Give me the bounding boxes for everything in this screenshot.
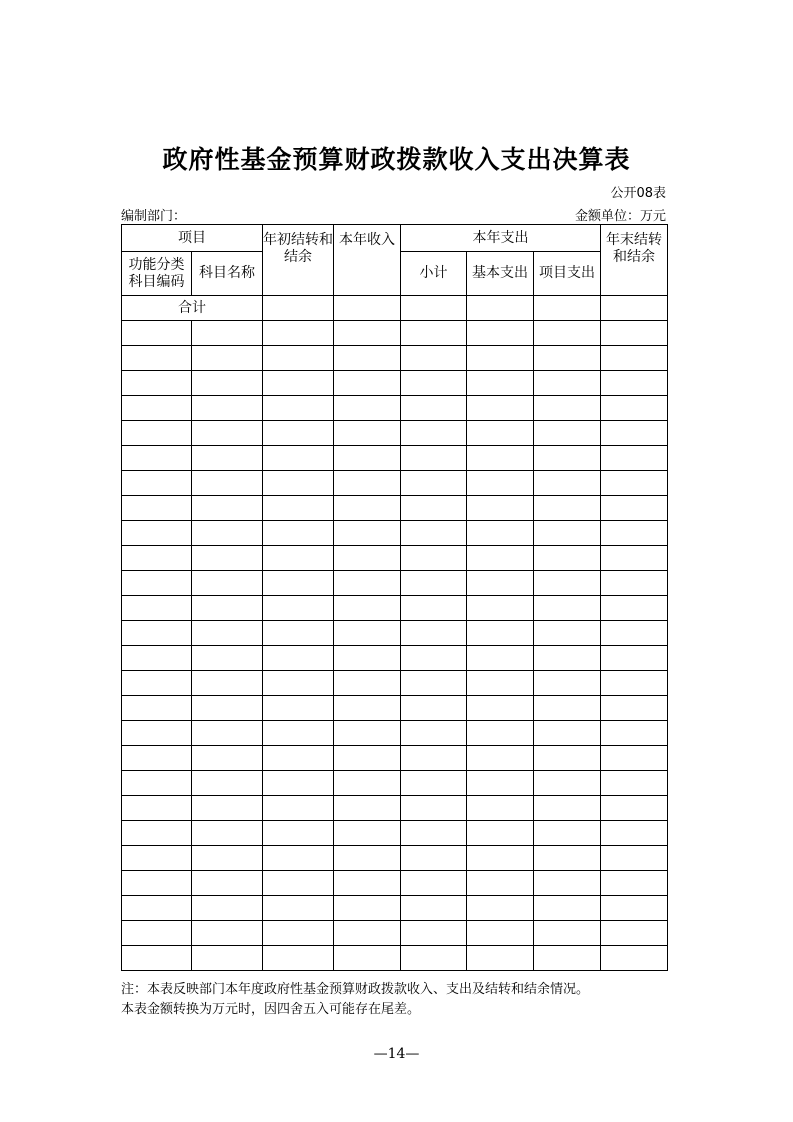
table-cell (122, 821, 192, 846)
table-cell (401, 796, 467, 821)
table-cell (467, 871, 534, 896)
table-cell (401, 721, 467, 746)
table-cell (122, 446, 192, 471)
table-cell (192, 646, 263, 671)
header-end-balance: 年末结转和结余 (601, 225, 668, 296)
table-cell (263, 846, 334, 871)
table-cell (467, 396, 534, 421)
table-row (122, 371, 668, 396)
header-basic-expense: 基本支出 (467, 252, 534, 296)
table-cell (122, 846, 192, 871)
table-cell (334, 771, 401, 796)
table-cell (601, 596, 668, 621)
table-cell (401, 846, 467, 871)
table-cell (467, 696, 534, 721)
table-cell (534, 621, 601, 646)
table-cell (467, 471, 534, 496)
table-cell (334, 471, 401, 496)
table-cell (122, 421, 192, 446)
table-cell (401, 496, 467, 521)
table-cell (334, 621, 401, 646)
table-row (122, 521, 668, 546)
table-cell (601, 646, 668, 671)
total-cell (334, 296, 401, 321)
table-cell (467, 671, 534, 696)
table-row (122, 846, 668, 871)
table-cell (334, 921, 401, 946)
table-cell (192, 796, 263, 821)
table-cell (192, 596, 263, 621)
table-cell (401, 696, 467, 721)
table-cell (601, 871, 668, 896)
table-cell (601, 546, 668, 571)
table-cell (334, 671, 401, 696)
table-cell (122, 621, 192, 646)
table-cell (467, 496, 534, 521)
table-cell (192, 896, 263, 921)
table-cell (534, 896, 601, 921)
table-row (122, 771, 668, 796)
table-cell (401, 896, 467, 921)
table-cell (601, 796, 668, 821)
table-cell (334, 946, 401, 971)
table-cell (467, 521, 534, 546)
header-year-expense: 本年支出 (401, 225, 601, 252)
table-cell (467, 721, 534, 746)
table-cell (467, 746, 534, 771)
table-cell (534, 471, 601, 496)
table-cell (122, 871, 192, 896)
table-row (122, 796, 668, 821)
table-cell (122, 496, 192, 521)
table-cell (601, 496, 668, 521)
table-cell (122, 896, 192, 921)
table-cell (534, 446, 601, 471)
table-cell (534, 821, 601, 846)
table-cell (467, 821, 534, 846)
table-cell (263, 671, 334, 696)
table-cell (263, 571, 334, 596)
table-cell (601, 571, 668, 596)
table-cell (192, 821, 263, 846)
table-cell (467, 846, 534, 871)
table-cell (192, 721, 263, 746)
table-cell (263, 921, 334, 946)
table-cell (263, 496, 334, 521)
table-cell (122, 796, 192, 821)
table-cell (263, 696, 334, 721)
table-cell (534, 871, 601, 896)
table-cell (334, 696, 401, 721)
table-cell (334, 571, 401, 596)
table-row (122, 871, 668, 896)
header-year-income: 本年收入 (334, 225, 401, 296)
table-cell (122, 546, 192, 571)
table-cell (401, 821, 467, 846)
table-cell (334, 546, 401, 571)
table-row (122, 321, 668, 346)
footnote-line: 注：本表反映部门本年度政府性基金预算财政拨款收入、支出及结转和结余情况。 (121, 982, 590, 997)
table-cell (467, 596, 534, 621)
table-cell (467, 346, 534, 371)
table-cell (263, 521, 334, 546)
table-cell (601, 621, 668, 646)
table-cell (122, 346, 192, 371)
table-cell (601, 346, 668, 371)
table-cell (192, 571, 263, 596)
table-cell (263, 796, 334, 821)
table-cell (192, 521, 263, 546)
header-begin-balance: 年初结转和结余 (263, 225, 334, 296)
table-cell (263, 771, 334, 796)
table-cell (122, 646, 192, 671)
table-cell (467, 896, 534, 921)
table-cell (334, 396, 401, 421)
table-cell (401, 621, 467, 646)
table-cell (534, 496, 601, 521)
table-cell (534, 946, 601, 971)
table-cell (122, 521, 192, 546)
table-cell (534, 846, 601, 871)
table-cell (467, 571, 534, 596)
table-row (122, 496, 668, 521)
table-row (122, 696, 668, 721)
table-cell (334, 596, 401, 621)
table-cell (467, 771, 534, 796)
table-cell (401, 371, 467, 396)
table-row (122, 921, 668, 946)
table-cell (401, 546, 467, 571)
table-cell (334, 496, 401, 521)
footnote (121, 980, 589, 1020)
header-subtotal: 小计 (401, 252, 467, 296)
table-cell (601, 896, 668, 921)
table-cell (601, 321, 668, 346)
table-cell (467, 446, 534, 471)
table-cell (122, 596, 192, 621)
table-row (122, 721, 668, 746)
header-item: 项目 (122, 225, 263, 252)
table-cell (601, 771, 668, 796)
total-cell (467, 296, 534, 321)
table-cell (401, 446, 467, 471)
table-row (122, 621, 668, 646)
total-cell (601, 296, 668, 321)
table-cell (122, 946, 192, 971)
table-cell (122, 321, 192, 346)
table-cell (334, 521, 401, 546)
table-cell (467, 796, 534, 821)
table-cell (467, 421, 534, 446)
table-cell (601, 921, 668, 946)
table-cell (263, 546, 334, 571)
table-cell (122, 471, 192, 496)
table-cell (192, 771, 263, 796)
table-cell (534, 696, 601, 721)
table-cell (601, 946, 668, 971)
table-cell (122, 721, 192, 746)
table-cell (263, 821, 334, 846)
table-row (122, 446, 668, 471)
table-row (122, 546, 668, 571)
table-cell (334, 746, 401, 771)
table-cell (334, 896, 401, 921)
header-project-expense: 项目支出 (534, 252, 601, 296)
total-cell (534, 296, 601, 321)
table-cell (192, 471, 263, 496)
table-cell (534, 771, 601, 796)
table-row (122, 746, 668, 771)
table-cell (601, 696, 668, 721)
table-cell (122, 921, 192, 946)
table-cell (401, 771, 467, 796)
total-cell (263, 296, 334, 321)
table-cell (401, 521, 467, 546)
table-cell (401, 396, 467, 421)
table-cell (192, 671, 263, 696)
table-cell (467, 371, 534, 396)
table-cell (534, 346, 601, 371)
table-row (122, 421, 668, 446)
table-row (122, 646, 668, 671)
table-cell (467, 621, 534, 646)
table-cell (401, 946, 467, 971)
table-cell (192, 846, 263, 871)
table-cell (334, 821, 401, 846)
table-row (122, 471, 668, 496)
budget-table (121, 224, 668, 971)
table-cell (467, 921, 534, 946)
table-cell (263, 621, 334, 646)
table-cell (467, 646, 534, 671)
page-number: —14— (373, 1046, 420, 1062)
table-cell (263, 721, 334, 746)
table-cell (401, 746, 467, 771)
table-cell (192, 871, 263, 896)
table-cell (192, 396, 263, 421)
table-cell (534, 671, 601, 696)
table-cell (534, 421, 601, 446)
table-cell (334, 446, 401, 471)
table-cell (534, 546, 601, 571)
table-cell (263, 596, 334, 621)
table-cell (401, 871, 467, 896)
table-cell (334, 421, 401, 446)
table-cell (534, 796, 601, 821)
table-cell (192, 421, 263, 446)
table-cell (122, 396, 192, 421)
table-cell (534, 921, 601, 946)
header-subject-name: 科目名称 (192, 252, 263, 296)
table-cell (467, 321, 534, 346)
table-cell (263, 471, 334, 496)
table-cell (534, 596, 601, 621)
table-row (122, 821, 668, 846)
table-cell (122, 671, 192, 696)
table-cell (467, 946, 534, 971)
table-row (122, 346, 668, 371)
table-cell (334, 646, 401, 671)
table-cell (192, 496, 263, 521)
table-cell (601, 421, 668, 446)
table-cell (534, 396, 601, 421)
table-cell (601, 446, 668, 471)
table-cell (601, 671, 668, 696)
table-cell (192, 746, 263, 771)
table-cell (534, 321, 601, 346)
table-cell (334, 346, 401, 371)
table-cell (122, 371, 192, 396)
table-cell (122, 746, 192, 771)
table-cell (601, 721, 668, 746)
table-cell (192, 621, 263, 646)
table-cell (601, 821, 668, 846)
table-cell (263, 746, 334, 771)
table-cell (601, 396, 668, 421)
table-cell (401, 471, 467, 496)
table-cell (122, 696, 192, 721)
table-cell (334, 721, 401, 746)
table-cell (192, 921, 263, 946)
table-cell (122, 771, 192, 796)
table-cell (401, 421, 467, 446)
table-cell (263, 446, 334, 471)
table-cell (192, 696, 263, 721)
table-cell (601, 846, 668, 871)
table-cell (192, 946, 263, 971)
table-cell (401, 646, 467, 671)
table-cell (534, 371, 601, 396)
table-row (122, 896, 668, 921)
table-cell (334, 846, 401, 871)
unit-label: 金额单位：万元 (574, 209, 666, 224)
table-cell (601, 521, 668, 546)
table-cell (334, 321, 401, 346)
total-cell (401, 296, 467, 321)
table-cell (192, 546, 263, 571)
table-cell (401, 321, 467, 346)
table-cell (263, 871, 334, 896)
table-cell (263, 946, 334, 971)
table-cell (263, 371, 334, 396)
table-row (122, 671, 668, 696)
dept-label: 编制部门： (121, 209, 187, 224)
table-cell (401, 346, 467, 371)
table-cell (192, 371, 263, 396)
table-cell (601, 746, 668, 771)
table-cell (263, 896, 334, 921)
table-cell (334, 796, 401, 821)
header-function-code: 功能分类科目编码 (122, 252, 192, 296)
table-cell (601, 471, 668, 496)
table-cell (122, 571, 192, 596)
table-cell (334, 371, 401, 396)
table-cell (263, 396, 334, 421)
table-cell (401, 671, 467, 696)
table-cell (534, 721, 601, 746)
table-row (122, 396, 668, 421)
table-cell (534, 571, 601, 596)
page-title: 政府性基金预算财政拨款收入支出决算表 (162, 145, 631, 174)
table-cell (534, 746, 601, 771)
table-cell (192, 346, 263, 371)
table-cell (263, 646, 334, 671)
total-row (122, 296, 668, 321)
table-cell (263, 421, 334, 446)
form-number: 公开08表 (610, 186, 666, 201)
footnote-line: 本表金额转换为万元时，因四舍五入可能存在尾差。 (121, 1002, 421, 1017)
table-cell (401, 596, 467, 621)
table-cell (263, 346, 334, 371)
table-row (122, 571, 668, 596)
table-cell (401, 921, 467, 946)
table-cell (534, 521, 601, 546)
table-cell (601, 371, 668, 396)
total-label: 合计 (122, 296, 263, 321)
table-cell (467, 546, 534, 571)
table-row (122, 596, 668, 621)
table-cell (263, 321, 334, 346)
table-row (122, 946, 668, 971)
table-cell (534, 646, 601, 671)
table-cell (334, 871, 401, 896)
table-cell (192, 446, 263, 471)
table-cell (192, 321, 263, 346)
table-cell (401, 571, 467, 596)
